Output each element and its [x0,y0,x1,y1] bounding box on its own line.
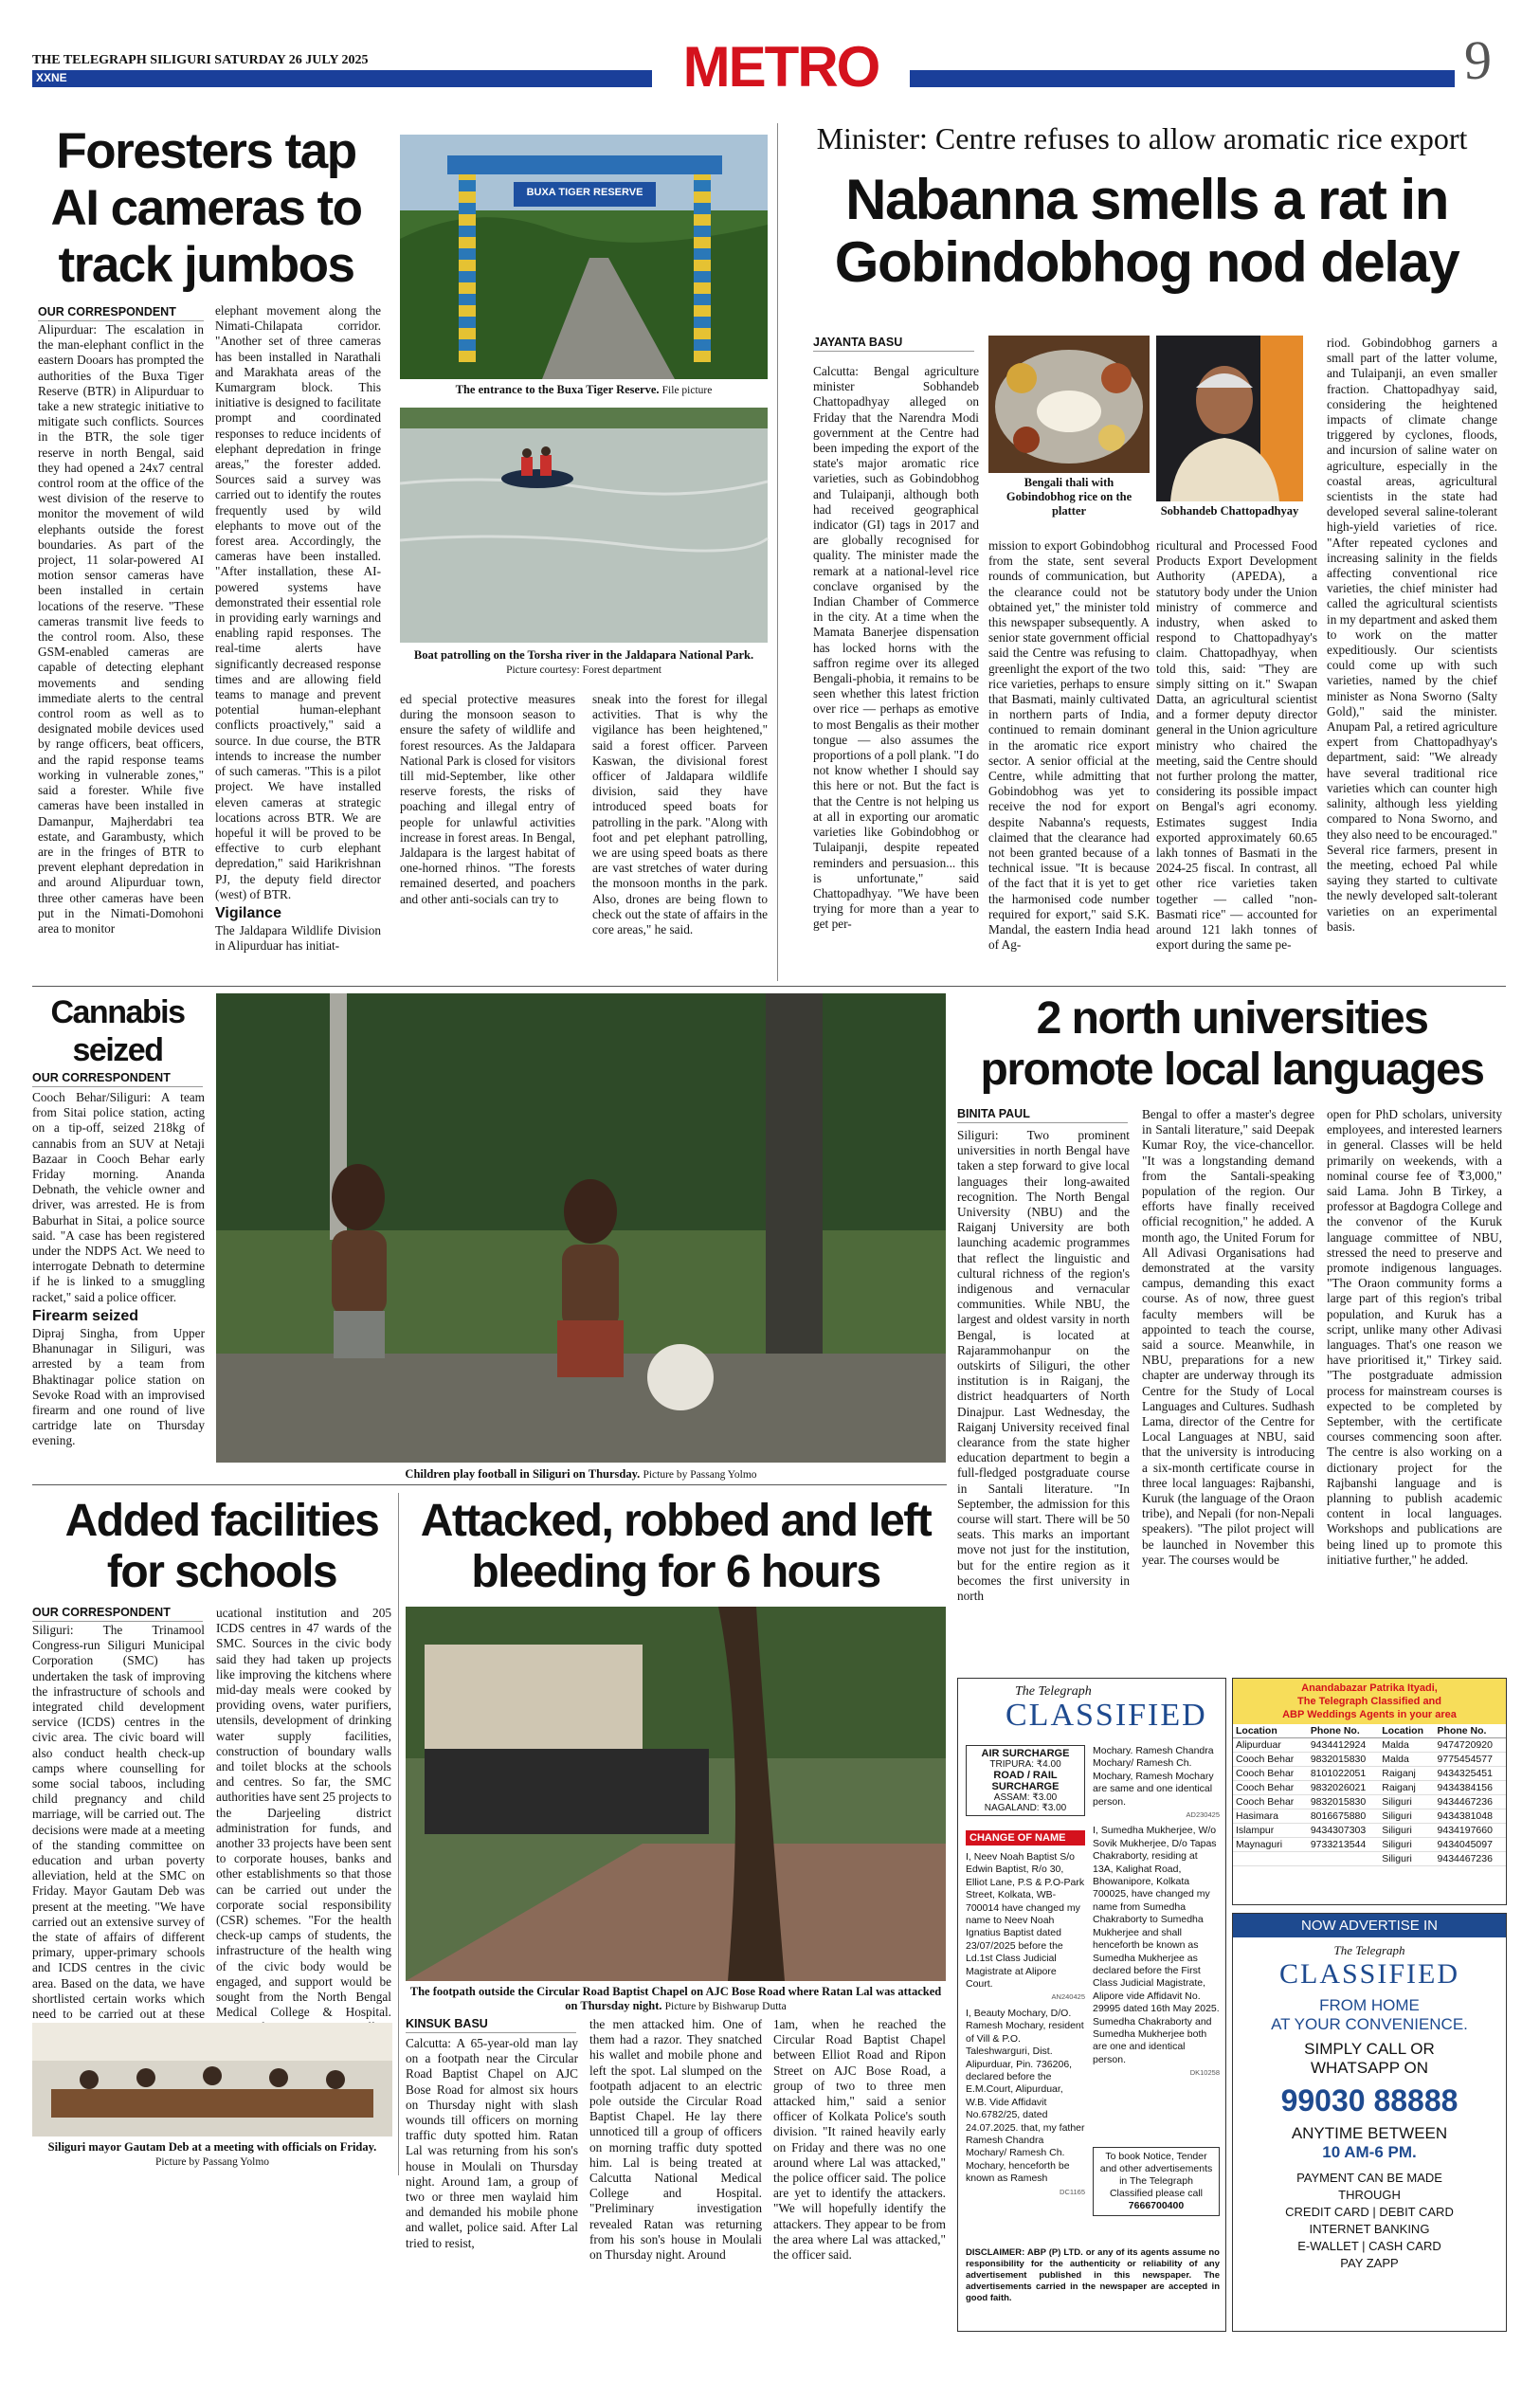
agents-title-line1: Anandabazar Patrika Ityadi, [1301,1682,1438,1694]
agents-title [1233,1679,1506,1724]
edition-code: XXNE [36,71,67,84]
surcharge-road: ASSAM: ₹3.00 [993,1792,1058,1803]
column-divider [777,123,778,981]
advertise-logo-top: The Telegraph [1333,1943,1405,1957]
agent-location-cell: Cooch Behar [1233,1795,1308,1809]
torsha-boat-photo [400,408,768,643]
advertise-line5: ANYTIME BETWEEN [1291,2124,1448,2142]
firearm-text: Dipraj Singha, from Upper Bhanunagar in Siliguri, was arrested by a team from Bhaktinagar police station on Sevoke Road with an improvised firearm and one round of live cartridge late on Thursday evening. [32,1326,205,1448]
notice-ref: AD230425 [1186,1810,1220,1820]
agents-table-body [1233,1738,1506,1866]
torsha-boat-caption-text: Boat patrolling on the Torsha river in the Jaldapara National Park. [413,648,754,662]
buxa-gate-photo [400,135,768,379]
buxa-gate-caption-credit: File picture [661,385,713,396]
universities-col2: Bengal to offer a master's degree in Santali literature," said Deepak Kumar Roy, the vice-chancellor. "It was a longstanding demand from the Santali-speaking population of the region. Our efforts have finally received official recognition," he added. A month ago, the United Forum for All Adivasi Organisations had demonstrated at the varsity campus, demanding this exact course. As of now, three guest faculty members will be appointed to teach the course, said a source. Meanwhile, in NBU, preparations for a new chapter are underway through its Centre for the Study of Local Languages and Cultures. Sudhash Lama, director of the Centre for Local Languages at NBU, said that the university is introducing a six-month certificate course in three local languages: Rajbanshi, Kuruk (the language of the Oraon tribe), and Nepali (for non-Nepali speakers). "The pilot project will be launched in November this year. The courses would be [1142,1107,1314,1567]
agent-phone-cell[interactable]: 9434467236 [1435,1852,1506,1866]
agents-table-row [1233,1795,1506,1809]
notices-right [1093,1745,1220,2143]
rice-col4: riod. Gobindobhog garners a small part of the latter volume, and Tulaipanji, an even smaller fraction. Chattopadhyay said, considering the heightened impacts of climate change triggered by cyclones, floods, and incursion of saline water on agriculture, especially in the coastal areas, agricultural scientists in the state had developed several saline-tolerant high-yield varieties of rice. "After repeated cyclones and increasing salinity in the fields affecting conventional rice varieties, the chief minister had called the agricultural scientists in my department and asked them to work on the matter expeditiously. Our scientists could come up with such varieties, named by the chief minister as Nona Sworno (Salty Gold)," said the minister. Anupam Pal, a retired agriculture expert from Chattopadhyay's department, said: "We already have several traditional rice varieties which can counter high salinity, although less yielding compared to Nona Sworno, and they also need to be encouraged." Several rice farmers, present in the meeting, echoed Pal while saying they started to cultivate the newly developed salt-tolerant varieties on an experimental basis. [1327,336,1497,934]
advertise-time: 10 AM-6 PM. [1322,2143,1417,2161]
football-image [216,993,946,1463]
rice-kicker: Minister: Centre refuses to allow aromatic rice export [816,121,1468,155]
advertise-pay-block [1233,2170,1506,2272]
agent-phone-cell[interactable]: 9832015830 [1308,1753,1379,1767]
notice-item [1093,1825,1220,2079]
cannabis-body [32,1090,205,1464]
agent-location-cell: Alipurduar [1233,1738,1308,1753]
notice-ref: DK10258 [1189,2068,1220,2078]
agents-header-row [1233,1724,1506,1738]
agents-table-row [1233,1838,1506,1852]
rice-col3: ricultural and Processed Food Products Export Development Authority (APEDA), a statutory body under the Union ministry of commerce and industry, when asked to respond to Chattopadhyay's claim. Chattopadhyay, when told this, said: "They are simply sitting on it." Swapan Datta, an agricultural scientist and a former deputy director general in the Union agriculture ministry who chaired the meeting, said the Centre should not further prolong the matter, considering its possible impact on Bengal's agri economy. Estimates suggest India exported approximately 60.65 lakh tonnes of Basmati in the 2024-25 fiscal. In contrast, all other rice varieties taken together — called "non-Basmati rice" — accounted for around 121 lakh tonnes of export during the same pe- [1156,538,1317,953]
agent-phone-cell[interactable]: 9434307303 [1308,1824,1379,1838]
advertise-box [1232,1913,1507,2332]
mayor-meeting-caption [32,2140,392,2170]
advertise-line2: AT YOUR CONVENIENCE. [1271,2015,1468,2033]
foresters-col1: Alipurduar: The escalation in the man-elephant conflict in the eastern Dooars has prompted the authorities of the Buxa Tiger Reserve (BTR) in Alipurduar to take a new strategic initiative to mitigate such conflicts. Sources in the BTR, the sole tiger reserve in north Bengal, said they had opened a 24x7 central control room at the office of the west division of the reserve to monitor the movement of wild elephants outside the forest boundaries. As part of the project, 11 solar-powered AI motion sensor cameras have been installed in certain locations of the reserve. "These cameras transmit live feeds to the control room. Also, these GSM-enabled cameras are capable of detecting elephant movements and sending immediate alerts to the central control room as well as to designated mobile devices used by range officers, beat officers, and the rapid response teams working in vulnerable zones," said a forester. While five cameras have been installed in Damanpur, Majherdabri tea estate, and Garambusty, which are in the fringes of BTR to prevent elephant depredation in and around Alipurduar town, three other cameras have been put in the Nimati-Domohoni area to monitor [38,322,204,936]
agent-location-cell: Siliguri [1379,1838,1434,1852]
notice-item [1093,1745,1220,1821]
attack-col2: the men attacked him. One of them had a razor. They snatched his wallet and mobile phone and left the spot. Lal slumped on the footpath adjacent to an electric pole outside the Circular Road Baptist Chapel. He lay there unnoticed till a group of officers on morning traffic duty spotted him. Lal is being treated at Calcutta National Medical College and Hospital. "Preliminary investigation revealed Ratan was returning from his son's house in Moulali on Thursday night. Around [589,2017,762,2263]
agent-location-cell [1233,1852,1308,1866]
rice-col2: mission to export Gobindobhog from the state, sent several rounds of communication, but the clearance could not be obtained yet," the minister told this newspaper subsequently. A senior state government official said the Centre was refusing to greenlight the export of the two rice varieties, perhaps to ensure that Basmati, mainly cultivated in northern parts of India, continued to remain dominant in the aromatic rice export sector. A senior official at the Centre, while admitting that Gobindobhog was yet to receive the nod for export despite Nabanna's requests, claimed that the clearance had not been granted because of a technical issue. "It is because of the fact that it is yet to get the harmonised code number required for export," said S.K. Mandal, the eastern India head of Ag- [988,538,1150,953]
rice-thali-photo [988,336,1150,473]
attack-col1: Calcutta: A 65-year-old man lay on a footpath near the Circular Road Baptist Chapel on AJC Bose Road for almost six hours on Thursday night with slash wounds till officers on morning traffic duty spotted him. Ratan Lal was returning from his son's house in Moulali on Thursday night. Around 1am, a group of two or three men waylaid him and demanded his mobile phone and wallet, police said. After Lal tried to resist, [406,2036,578,2250]
agents-box [1232,1678,1507,1905]
mayor-meeting-photo [32,2023,392,2137]
rice-byline: JAYANTA BASU [813,336,974,352]
buxa-gate-caption-text: The entrance to the Buxa Tiger Reserve. [455,383,660,396]
foresters-col2-tail: The Jaldapara Wildlife Division in Alipurduar has initiat- [215,923,381,954]
advertise-pay5: E-WALLET | CASH CARD [1297,2239,1441,2253]
edition-band [32,70,653,87]
classified-box [957,1678,1226,2332]
advertise-pay1: PAYMENT CAN BE MADE [1296,2171,1442,2185]
agent-location-cell: Raiganj [1379,1767,1434,1781]
agent-phone-cell[interactable]: 9832015830 [1308,1795,1379,1809]
agent-phone-cell[interactable]: 9832026021 [1308,1781,1379,1795]
agent-phone-cell[interactable]: 8101022051 [1308,1767,1379,1781]
foresters-col3: ed special protective measures during the monsoon season to ensure the safety of wildlife and forest resources. As the Jaldapara National Park is closed for visitors till mid-September, like other reserve forests, the risks of poaching and illegal entry of people for unlawful activities increase in forest areas. In Bengal, Jaldapara is the largest habitat of one-horned rhinos. "The forests remained deserted, and poachers and other anti-socials can try to [400,692,575,906]
thali-image [988,336,1150,473]
universities-col3: open for PhD scholars, university employees, and interested learners in general. Classes will be held primarily on weekends, with a nominal course fee of ₹3,000," said Lama. John B Tirkey, a professor at Bagdogra College and the convenor of the Kuruk language committee of NBU, stressed the need to preserve and promote indigenous languages. "The Oraon community forms a large part of this region's tribal population, and Kuruk has a script, unlike many other Adivasi languages. That's one reason we have prioritised it," Tirkey said. "The postgraduate admission process for mainstream courses is expected to be completed by September, with the certificate courses commencing soon after. The centre is also working on a dictionary project for the Rajbanshi language and is planning to publish academic content in local languages. Workshops and publications are being lined up to promote this initiative further," he added. [1327,1107,1502,1567]
chapel-footpath-caption-credit: Picture by Bishwarup Dutta [664,2001,787,2012]
schools-col1: Siliguri: The Trinamool Congress-run Siliguri Municipal Corporation (SMC) has undertaken the task of improving the infrastructure of schools and integrated child development service (ICDS) centres in the civic area. The civic board will also conduct health check-up camps where counselling for some social taboos, including child pregnancy and child marriage, will be carried out. The decisions were made at a meeting of the standing committee on education and urban poverty alleviation, held at the SMC on Friday. Mayor Gautam Deb was present at the meeting. "We have carried out an extensive survey of the state of affairs of different primary, upper-primary schools and ICDS centres in the civic area. Based on the data, we have shortlisted certain works which need to be carried out at these [32,1623,205,2022]
agent-phone-cell[interactable]: 8016675880 [1308,1809,1379,1824]
paper-date-line: THE TELEGRAPH SILIGURI SATURDAY 26 JULY 2025 [32,53,369,67]
agent-location-cell: Islampur [1233,1824,1308,1838]
agent-location-cell: Hasimara [1233,1809,1308,1824]
agent-phone-cell[interactable]: 9434384156 [1435,1781,1506,1795]
agent-location-cell: Malda [1379,1738,1434,1753]
buxa-gate-image [400,135,768,379]
agents-table-row [1233,1753,1506,1767]
agent-phone-cell[interactable]: 9434467236 [1435,1795,1506,1809]
agents-title-line3: ABP Weddings Agents in your area [1282,1709,1457,1720]
foresters-col4: sneak into the forest for illegal activities. That is why the vigilance has been heightened," said a forest officer. Parveen Kaswan, the divisional forest officer of Jaldapara wildlife division, said they have introduced speed boats for patrolling in the park. "Along with foot and pet elephant patrolling, we are using speed boats as there are vast stretches of water during the monsoon months in the park. Also, drones are being flown to check out the state of affairs in the core areas," he said. [592,692,768,937]
section-band [910,70,1455,87]
schools-col2: ucational institution and 205 ICDS centres in 47 wards of the SMC. Sources in the civic body said they had taken up projects like improving the kitchens where mid-day meals were cooked by providing ovens, water purifiers, utensils, development of drinking water supply facilities, construction of boundary walls and toilet blocks at the schools and centres. So far, the SMC authorities have sent 25 projects to the Darjeeling district administration for funds, and another 33 projects have been sent to corporate houses, banks and other establishments so that those can be carried out under the corporate social responsibility (CSR) schemes. "For the health check-up camps of students, the infrastructure of the health wing of the civic body would be engaged, and support would be sought from the North Bengal Medical College & Hospital. [216,1606,392,2020]
cannabis-byline: OUR CORRESPONDENT [32,1071,203,1087]
agent-location-cell: Maynaguri [1233,1838,1308,1852]
advertise-banner: NOW ADVERTISE IN [1233,1914,1506,1937]
agents-header-phone: Phone No. [1435,1724,1506,1738]
notice-text: Mochary. Ramesh Chandra Mochary/ Ramesh Ch. Mochary, Ramesh Mochary are same and one identical person. [1093,1745,1214,1808]
column-divider [398,1493,399,2175]
notice-text: I, Neev Noah Baptist S/o Edwin Baptist, R/o 30, Elliot Lane, P.S & P.O-Park Street, Kolkata, WB-700014 have changed my name to Neev Noah Ignatius Baptist dated 23/07/2025 before the Ld.1st Class Judicial Magistrate at Alipore Court. [966,1851,1085,1991]
football-caption-text: Children play football in Siliguri on Thursday. [405,1467,641,1481]
notice-ref: DC1165 [1060,2187,1085,2196]
agent-location-cell: Siliguri [1379,1824,1434,1838]
advertise-line3: SIMPLY CALL OR [1304,2040,1435,2058]
agents-table-row [1233,1738,1506,1753]
cannabis-headline: Cannabis seized [50,994,185,1068]
advertise-logo-word: CLASSIFIED [1278,1958,1460,1990]
section-divider-2 [32,1484,947,1485]
notice-text: I, Beauty Mochary, D/O. Ramesh Mochary, resident of Vill & P.O. Taleshwarguri, Dist. Alipurduar, Pin. 736206, declared before the E.M.Court, Alipurduar, W.B. Vide Affidavit No.6782/25, dated 24.07.2025. that, my father Ramesh Chandra Mochary/ Ramesh Ch. Mochary, henceforth be known as Ramesh [966,2007,1085,2185]
section-title [652,36,910,99]
firearm-subhead: Firearm seized [32,1307,139,1324]
booking-note-text: To book Notice, Tender and other advertisements in The Telegraph Classified please call [1099,2151,1213,2199]
advertise-line4: WHATSAPP ON [1310,2059,1429,2077]
foresters-col2-text: elephant movement along the Nimati-Chilapata corridor. "Another set of three cameras has been installed in Narathali and Marakhata areas of the Kumargram block. This initiative is designed to facilitate prompt and coordinated responses to reduce incidents of elephant depredation in fringe areas," the forester added. Sources said a survey was carried out to identify the routes frequently used by wild elephants to move out of the forest area. Accordingly, the cameras have been installed. "After installation, these AI-powered systems have demonstrated their essential role in providing early warnings and enabling rapid responses. The real-time alerts have significantly decreased response times and are allowing field teams to manage and prevent potential human-elephant conflicts proactively," said a source. In due course, the BTR intends to increase the number of such cameras. "This is a pilot project. We have installed eleven cameras at strategic locations across BTR. We are hopeful it will be proved to be effective to curb elephant depredation," said Harikrishnan PJ, the deputy field director (west) of BTR. [215,303,381,901]
universities-byline: BINITA PAUL [957,1107,1128,1123]
foresters-subhead-vigilance: Vigilance [215,904,281,921]
attack-headline: Attacked, robbed and left bleeding for 6 hours [420,1496,932,1597]
universities-col1: Siliguri: Two prominent universities in north Bengal have taken a step forward to give local languages their long-awaited recognition. The North Bengal University (NBU) and the Raiganj University are both launching academic programmes that reflect the linguistic and cultural richness of the region's indigenous and vernacular communities. While NBU, the largest and oldest varsity in north Bengal, is located at Rajarammohanpur on the outskirts of Siliguri, the other institution is in Raiganj, the district headquarters of North Dinajpur. Last Wednesday, the Raiganj University received final clearance from the state higher education department to begin a full-fledged postgraduate course in Santali literature. "In September, the admission for this course will start. There will be 50 seats. This marks an important move not just for the institution, but for the entire region as it becomes the first university in north [957,1128,1130,1604]
surcharge-air: TRIPURA: ₹4.00 [989,1759,1061,1770]
classified-logo-top: The Telegraph [1015,1684,1092,1699]
classified-disclaimer: DISCLAIMER: ABP (P) LTD. or any of its agents assume no responsibility for the authenticity or reliability of any advertisement published in this newspaper. The advertisements carried in the newspaper are accepted in good faith. [966,2247,1220,2303]
rice-thali-caption: Bengali thali with Gobindobhog rice on the platter [1006,476,1132,518]
agent-phone-cell[interactable]: 9434045097 [1435,1838,1506,1852]
torsha-boat-caption-credit: Picture courtesy: Forest department [506,664,661,676]
agent-phone-cell[interactable] [1308,1852,1379,1866]
chapel-footpath-caption [406,1985,946,2014]
minister-portrait [1156,336,1303,501]
agent-phone-cell[interactable]: 9434325451 [1435,1767,1506,1781]
football-caption-credit: Picture by Passang Yolmo [643,1469,757,1481]
chapel-footpath-photo [406,1607,946,1981]
attack-byline: KINSUK BASU [406,2017,576,2033]
agent-location-cell: Raiganj [1379,1781,1434,1795]
surcharge-box [966,1745,1085,1816]
buxa-gate-sign-text: BUXA TIGER RESERVE [526,187,643,198]
agents-table-row [1233,1824,1506,1838]
football-photo [216,993,946,1463]
cannabis-text: Cooch Behar/Siliguri: A team from Sitai police station, acting on a tip-off, seized 218kg of cannabis from an SUV at Netaji Bazaar in Cooch Behar early Friday morning. Ananda Debnath, the vehicle owner and driver, was arrested. He is from Baburhat in Sitai, a police source said. "A case has been registered under the NDPS Act. We need to interrogate Debnath to determine if he is linked to a smuggling racket," said a police officer. [32,1090,205,1304]
surcharge-road2: NAGALAND: ₹3.00 [984,1803,1067,1813]
agent-phone-cell[interactable]: 9775454577 [1435,1753,1506,1767]
section-title-text: METRO [682,35,879,99]
foresters-headline: Foresters tap AI cameras to track jumbos [50,123,362,293]
notice-item [966,2008,1085,2198]
torsha-boat-image [400,408,768,643]
agent-location-cell: Siliguri [1379,1852,1434,1866]
advertise-line1: FROM HOME [1319,1996,1420,2014]
notices-left [966,1851,1085,2238]
agents-title-line2: The Telegraph Classified and [1297,1696,1441,1707]
agent-location-cell: Cooch Behar [1233,1767,1308,1781]
agent-location-cell: Cooch Behar [1233,1753,1308,1767]
buxa-gate-caption [400,383,768,398]
agent-phone-cell[interactable]: 9733213544 [1308,1838,1379,1852]
attack-col3: 1am, when he reached the Circular Road Baptist Chapel between Elliot Road and Ripon Street on AJC Bose Road, a group of two to three men attacked him," said a senior officer of Kolkata Police's south division. "It rained heavily early on Friday and there was no one around where Lal was attacked," the police officer said. The police are yet to identify the attackers. "We will hopefully identify the attackers. They appear to be from the area where Lal was attacked," the officer said. [773,2017,946,2263]
classified-logo-word: CLASSIFIED [1006,1698,1207,1733]
advertise-pay2: THROUGH [1338,2188,1401,2202]
chapel-footpath-image [406,1607,946,1981]
agents-header-phone: Phone No. [1308,1724,1379,1738]
mayor-meeting-caption-credit: Picture by Passang Yolmo [154,2156,270,2168]
section-divider [32,986,1506,987]
agent-location-cell: Cooch Behar [1233,1781,1308,1795]
agent-location-cell: Malda [1379,1753,1434,1767]
advertise-pay3: CREDIT CARD | DEBIT CARD [1285,2205,1454,2219]
mayor-meeting-image [32,2023,392,2137]
agents-header-location: Location [1233,1724,1308,1738]
page-number: 9 [1464,29,1492,91]
agents-table-row [1233,1852,1506,1866]
notice-ref: AN240425 [1051,1992,1085,2002]
mayor-meeting-caption-text: Siliguri mayor Gautam Deb at a meeting with officials on Friday. [47,2140,377,2154]
advertise-pay4: INTERNET BANKING [1309,2222,1430,2236]
football-caption [216,1467,946,1482]
rice-col1: Calcutta: Bengal agriculture minister Sobhandeb Chattopadhyay alleged on Friday that the Narendra Modi government at the Centre had been impeding the export of the state's major aromatic rice varieties, such as Gobindobhog and Tulaipanji, although both had received geographical indicator (GI) tags in 2017 and are globally recognised for quality. The minister made the remark at a national-level rice conclave organised by the Indian Chamber of Commerce in the city. At a time when the Mamata Banerjee dispensation has locked horns with the saffron regime over its alleged Bengali-phobia, it remains to be seen whether this latest friction over rice — perhaps as emotive to most Bengalis as their mother tongue — also assumes the proportions of a poll plank. "I do not know whether I should say this here or not. But the fact is that the Centre is not helping us at all in exporting our aromatic varieties like Gobindobhog or Tulaipanji, despite repeated reminders and persuasion... this is unfortunate," said Chattopadhyay. "We have been trying for more than a year to get per- [813,364,979,932]
notice-text: I, Sumedha Mukherjee, W/o Sovik Mukherjee, D/o Tapas Chakraborty, residing at 13A, Kalighat Road, Bhowanipore, Kolkata 700025, have changed my name from Sumedha Chakraborty to Sumedha Mukherjee and shall henceforth be known as Sumedha Mukherjee as declared before the First Class Judicial Magistrate, Alipore vide Affidavit No. 29995 dated 16th May 2025. Sumedha Chakraborty and Sumedha Mukherjee both are one and identical person. [1093,1825,1220,2065]
foresters-col2 [215,303,381,978]
agent-location-cell: Siliguri [1379,1809,1434,1824]
agent-phone-cell[interactable]: 9434412924 [1308,1738,1379,1753]
agent-phone-cell[interactable]: 9434197660 [1435,1824,1506,1838]
booking-note [1093,2147,1220,2216]
booking-phone[interactable]: 7666700400 [1128,2200,1185,2211]
chapel-footpath-caption-text: The footpath outside the Circular Road Baptist Chapel on AJC Bose Road where Ratan Lal was attacked on Thursday night. [409,1985,942,2012]
agent-phone-cell[interactable]: 9434381048 [1435,1809,1506,1824]
agent-location-cell: Siliguri [1379,1795,1434,1809]
agent-phone-cell[interactable]: 9474720920 [1435,1738,1506,1753]
rice-headline: Nabanna smells a rat in Gobindobhog nod delay [834,168,1459,294]
minister-image [1156,336,1303,501]
torsha-boat-caption [408,648,760,678]
agents-table [1233,1724,1506,1866]
schools-byline: OUR CORRESPONDENT [32,1606,203,1622]
advertise-pay6: PAY ZAPP [1340,2256,1399,2270]
universities-headline: 2 north universities promote local languages [980,993,1484,1095]
minister-caption: Sobhandeb Chattopadhyay [1160,504,1299,518]
schools-headline: Added facilities for schools [64,1496,379,1597]
advertise-phone[interactable]: 99030 88888 [1280,2083,1458,2118]
agents-header-location: Location [1379,1724,1434,1738]
surcharge-title: AIR SURCHARGE [981,1748,1070,1759]
surcharge-road-title: ROAD / RAIL SURCHARGE [991,1770,1060,1792]
agents-table-row [1233,1809,1506,1824]
foresters-byline: OUR CORRESPONDENT [38,305,204,321]
agents-table-row [1233,1781,1506,1795]
agents-table-row [1233,1767,1506,1781]
change-of-name-header: CHANGE OF NAME [966,1830,1085,1846]
notice-item [966,1851,1085,2004]
